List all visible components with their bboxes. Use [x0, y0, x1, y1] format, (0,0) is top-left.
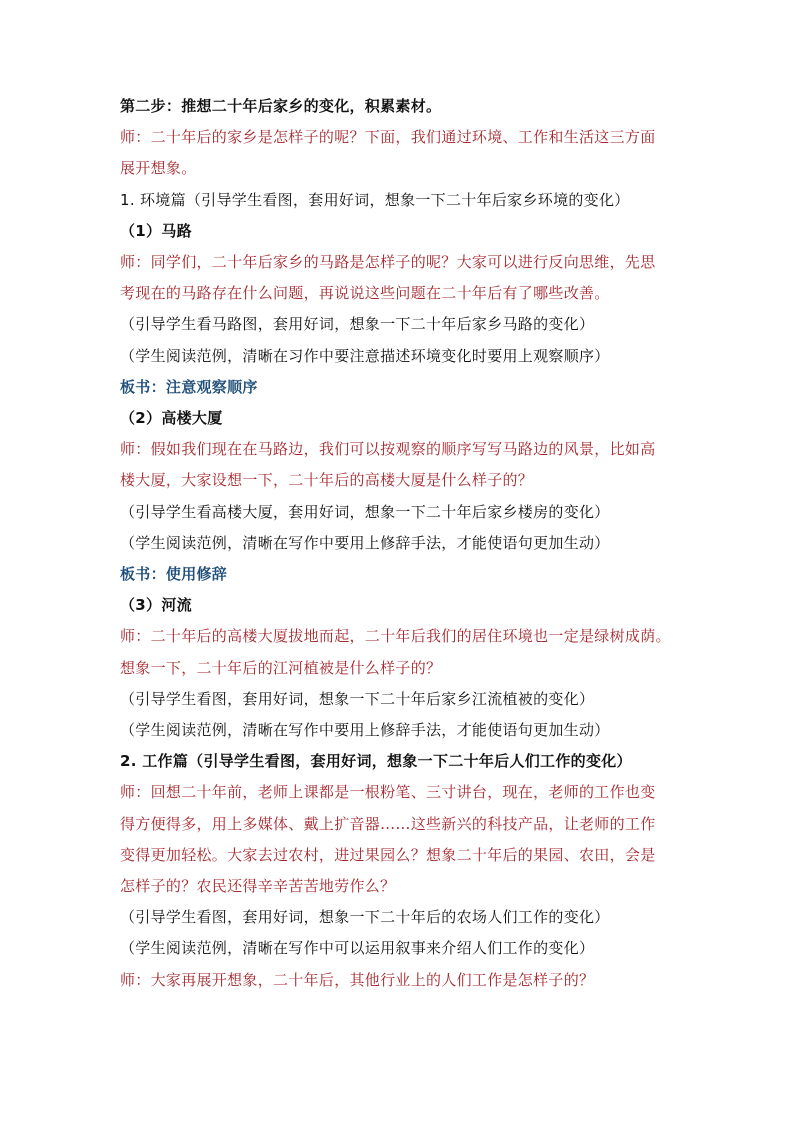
text-line: 考现在的马路存在什么问题，再说说这些问题在二十年后有了哪些改善。: [120, 284, 610, 303]
text-line: 1. 环境篇（引导学生看图，套用好词，想象一下二十年后家乡环境的变化）: [120, 190, 630, 209]
text-line: 师：二十年后的家乡是怎样子的呢？下面，我们通过环境、工作和生活这三方面: [120, 128, 656, 147]
text-line: 师：假如我们现在在马路边，我们可以按观察的顺序写写马路边的风景，比如高: [120, 440, 656, 459]
text-line: 得方便得多，用上多媒体、戴上扩音器……这些新兴的科技产品，让老师的工作: [120, 814, 656, 833]
text-line: 师：大家再展开想象，二十年后，其他行业上的人们工作是怎样子的？: [120, 970, 595, 989]
text-line: （学生阅读范例，清晰在写作中可以运用叙事来介绍人们工作的变化）: [120, 939, 595, 958]
text-line: 第二步：推想二十年后家乡的变化，积累素材。: [120, 97, 442, 115]
text-line: （学生阅读范例，清晰在写作中要用上修辞手法，才能使语句更加生动）: [120, 533, 610, 552]
text-line: （1）马路: [120, 221, 192, 240]
text-line: （引导学生看图，套用好词，想象一下二十年后家乡江流植被的变化）: [120, 689, 595, 708]
text-line: 师：回想二十年前，老师上课都是一根粉笔、三寸讲台，现在，老师的工作也变: [120, 783, 656, 802]
text-line: （引导学生看图，套用好词，想象一下二十年后的农场人们工作的变化）: [120, 908, 610, 927]
text-line: （学生阅读范例，清晰在习作中要注意描述环境变化时要用上观察顺序）: [120, 346, 610, 365]
text-line: 想象一下，二十年后的江河植被是什么样子的？: [120, 658, 442, 677]
text-line: （引导学生看高楼大厦，套用好词，想象一下二十年后家乡楼房的变化）: [120, 502, 610, 521]
text-line: 变得更加轻松。大家去过农村，进过果园么？想象二十年后的果园、农田，会是: [120, 845, 656, 864]
text-line: （2）高楼大厦: [120, 409, 223, 427]
text-line: 展开想象。: [120, 159, 197, 178]
text-line: 楼大厦，大家设想一下，二十年后的高楼大厦是什么样子的？: [120, 471, 534, 490]
text-line: 师：同学们，二十年后家乡的马路是怎样子的呢？大家可以进行反向思维，先思: [120, 253, 656, 271]
text-line: 板书：注意观察顺序: [120, 377, 258, 396]
text-line: （引导学生看马路图，套用好词，想象一下二十年后家乡马路的变化）: [120, 315, 595, 334]
text-line: （3）河流: [120, 596, 192, 615]
text-line: （学生阅读范例，清晰在写作中要用上修辞手法，才能使语句更加生动）: [120, 721, 610, 739]
text-line: 2. 工作篇（引导学生看图，套用好词，想象一下二十年后人们工作的变化）: [120, 752, 632, 771]
text-line: 板书：使用修辞: [120, 565, 228, 583]
text-line: 怎样子的？农民还得辛辛苦苦地劳作么？: [120, 877, 396, 895]
text-line: 师：二十年后的高楼大厦拔地而起，二十年后我们的居住环境也一定是绿树成荫。: [120, 627, 671, 646]
